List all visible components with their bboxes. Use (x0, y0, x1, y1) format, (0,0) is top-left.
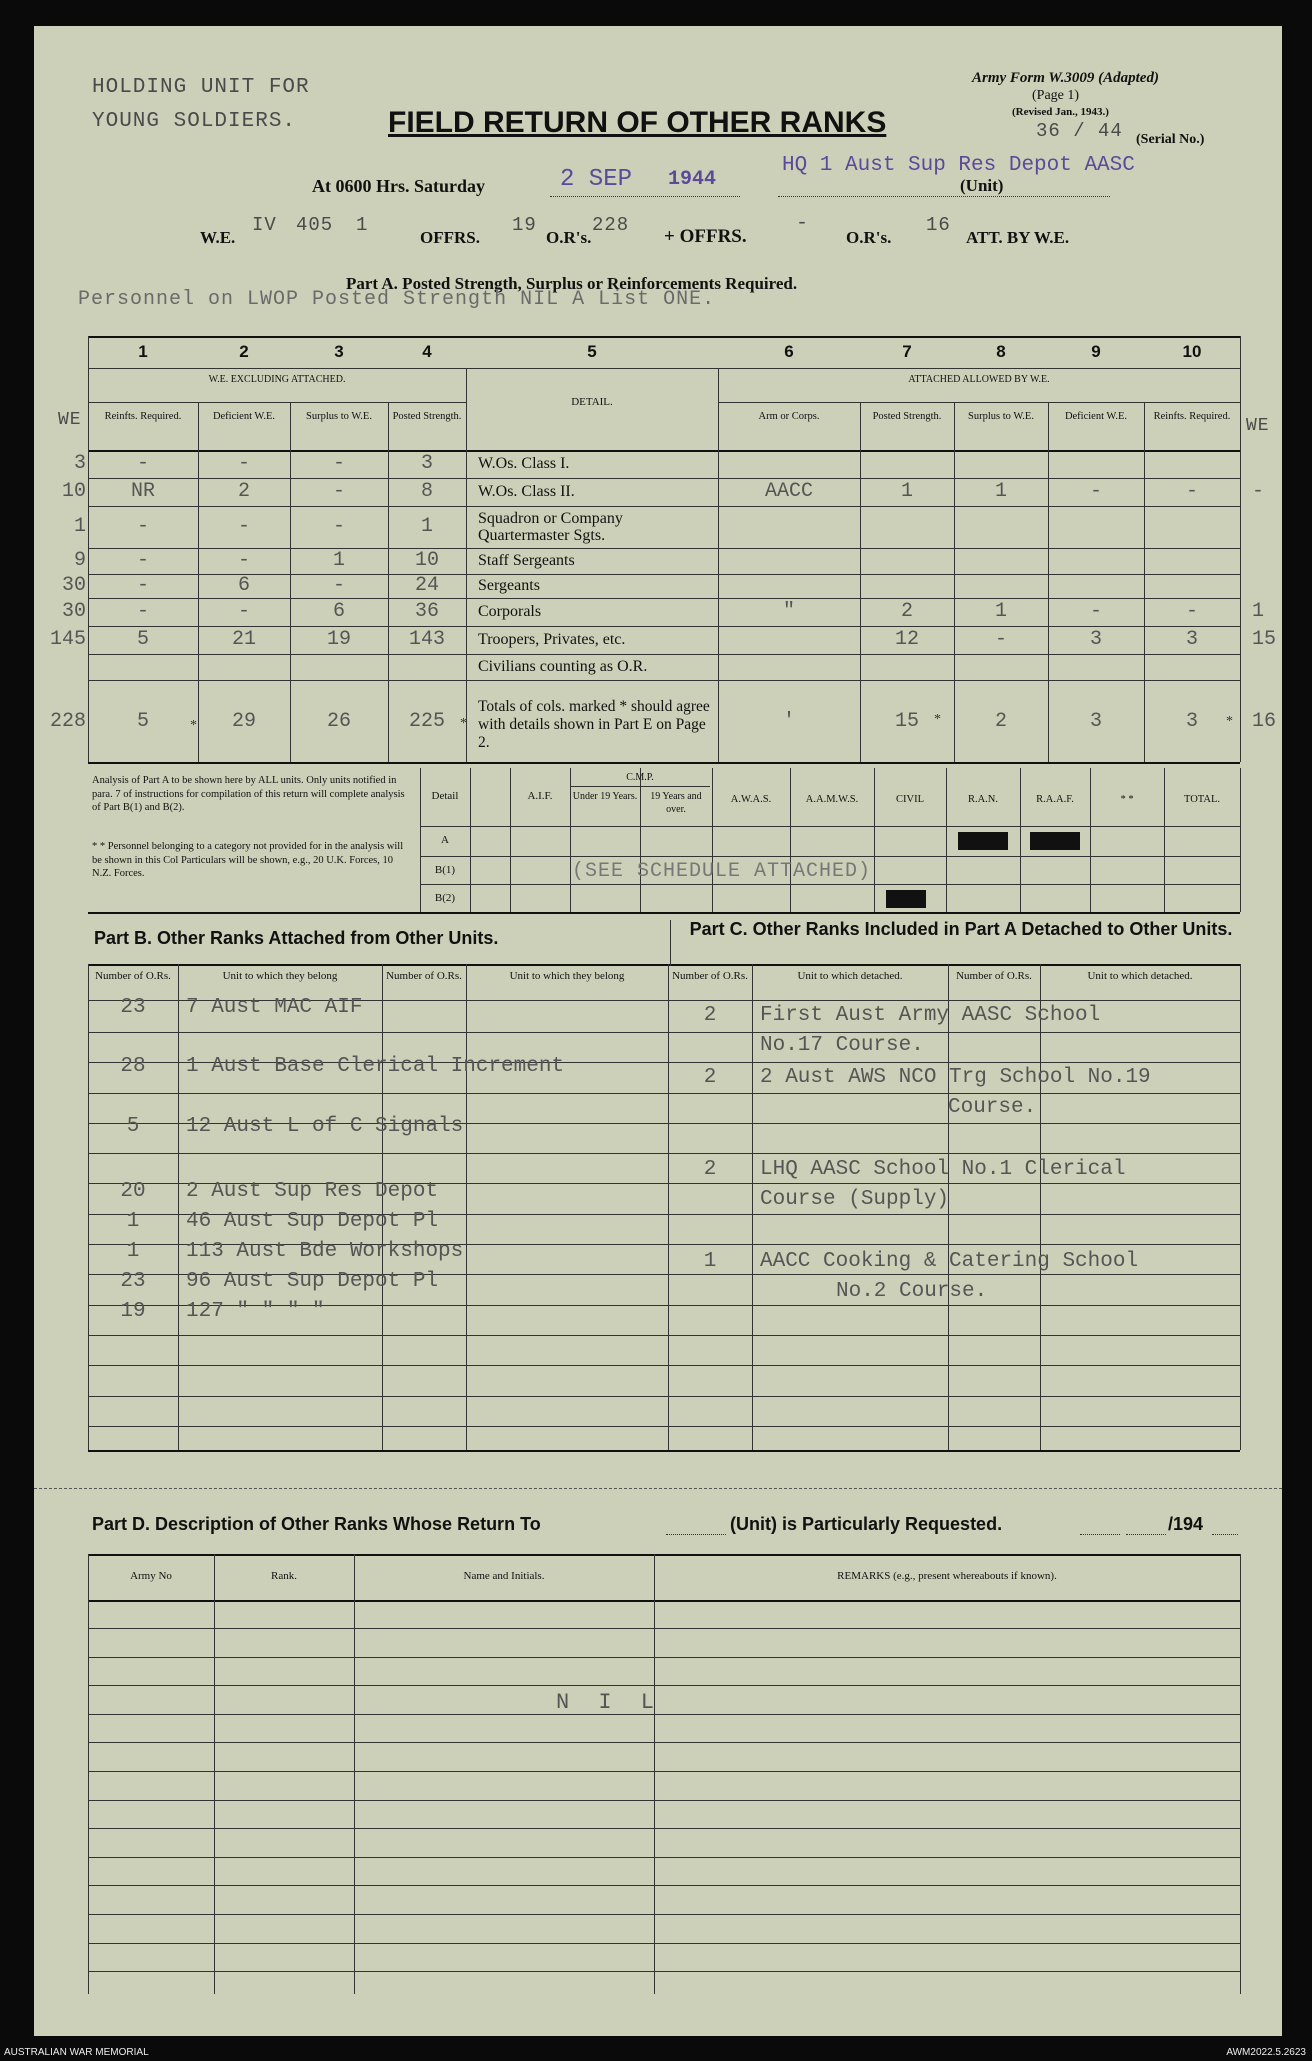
part-b-unit: 113 Aust Bde Workshops (186, 1240, 464, 1263)
detail-header: Detail (431, 790, 459, 802)
part-d-row-rule (88, 1943, 1240, 1944)
we-value: 30 (61, 574, 86, 597)
column-rule (466, 368, 467, 762)
attached-value: 1 (900, 480, 913, 503)
other-header: * * (1120, 794, 1134, 805)
at-hours-line: At 0600 Hrs. Saturday (312, 176, 486, 196)
part-d-row-rule (88, 1885, 1240, 1886)
part-b-unit: 7 Aust MAC AIF (186, 996, 363, 1019)
we-right-total: 16 (1252, 710, 1277, 733)
nil-entry: N I L (556, 1690, 663, 1715)
strength-value: - (332, 452, 345, 475)
page-number: (Page 1) (1032, 88, 1080, 103)
att-offrs-value: - (796, 212, 810, 235)
column-number: 3 (334, 342, 344, 361)
footer-right: AWM2022.5.2623 (1226, 2047, 1306, 2058)
part-d-column-rule (354, 1554, 355, 1994)
part-d-header: REMARKS (e.g., present whereabouts if known). (837, 1570, 1057, 1582)
part-b-count: 1 (126, 1240, 140, 1263)
aif-header: A.I.F. (527, 790, 553, 802)
date-fill-line (1126, 1534, 1166, 1535)
we-value: 1 (73, 515, 86, 538)
ran-header: R.A.N. (967, 794, 999, 805)
we-value: 10 (61, 480, 86, 503)
part-bc-bottom-rule (88, 1450, 1240, 1452)
civil-header: CIVIL (896, 794, 924, 805)
part-d-title-mid: (Unit) is Particularly Requested. (730, 1514, 1003, 1534)
strength-value: - (237, 515, 250, 538)
part-d-row-rule (88, 1628, 1240, 1629)
part-d-row-rule (88, 1800, 1240, 1801)
sub-header: Arm or Corps. (758, 411, 820, 422)
strength-value: - (136, 549, 149, 572)
attached-value: 1 (994, 480, 1007, 503)
offrs-label: OFFRS. (420, 228, 480, 247)
ors-value: 228 (592, 214, 630, 236)
part-c-header: Number of O.Rs. (672, 970, 748, 982)
part-bc-row-rule (88, 1396, 1240, 1397)
part-d-column-rule (214, 1554, 215, 1994)
over-19-header: 19 Years and over. (650, 791, 702, 815)
column-rule (1240, 336, 1241, 762)
analysis-column-rule (570, 768, 571, 912)
attached-value: - (1185, 600, 1198, 623)
part-c-unit: First Aust Army AASC School (760, 1004, 1101, 1027)
total-header: TOTAL. (1183, 794, 1220, 805)
star-mark: * (190, 718, 197, 733)
detail-label: Staff Sergeants (478, 552, 575, 569)
att-ors-value: 16 (926, 214, 951, 236)
column-rule (860, 402, 861, 762)
part-d-row-rule (88, 1742, 1240, 1743)
sub-header-rule (88, 402, 466, 403)
form-sheet (34, 26, 1282, 2036)
part-b-unit: 46 Aust Sup Depot Pl (186, 1210, 439, 1233)
attached-value: 3 (1185, 628, 1198, 651)
strength-value: 8 (420, 480, 433, 503)
part-bc-column-rule (1240, 964, 1241, 1450)
row-rule (88, 506, 1240, 507)
part-d-header: Army No (130, 1570, 172, 1582)
part-c-count: 2 (703, 1158, 717, 1181)
arm-corps-value: " (782, 600, 795, 623)
year-fill-line (1212, 1534, 1238, 1535)
part-c-unit: AACC Cooking & Catering School (760, 1250, 1139, 1273)
analysis-column-rule (1164, 768, 1165, 912)
attached-value: 3 (1089, 628, 1102, 651)
sub-header-rule (718, 402, 1240, 403)
we-value: 3 (73, 452, 86, 475)
part-d-top-rule (88, 1554, 1240, 1556)
part-b-header: Number of O.Rs. (95, 970, 171, 982)
strength-value: - (237, 600, 250, 623)
attached-header: ATTACHED ALLOWED BY W.E. (908, 374, 1050, 385)
column-number: 8 (996, 342, 1006, 361)
part-c-header: Unit to which detached. (797, 970, 903, 982)
footer-left: AUSTRALIAN WAR MEMORIAL (4, 2047, 149, 2058)
part-bc-row-rule (88, 1365, 1240, 1366)
part-c-unit-cont: Course (Supply) (760, 1188, 950, 1211)
analysis-column-rule (946, 768, 947, 912)
column-number: 5 (587, 342, 597, 361)
analysis-row-label: A (441, 834, 449, 846)
part-bc-column-rule (466, 964, 467, 1450)
part-b-count: 1 (126, 1210, 140, 1233)
strength-value: 10 (414, 549, 439, 572)
unit-stamp: HQ 1 Aust Sup Res Depot AASC (782, 154, 1135, 177)
attached-value: - (1089, 600, 1102, 623)
attached-value: 2 (900, 600, 913, 623)
cmp-header: C.M.P. (626, 772, 654, 783)
strength-value: 1 (332, 549, 345, 572)
redaction-block (886, 890, 926, 908)
part-bc-column-rule (382, 964, 383, 1450)
analysis-row-label: B(1) (434, 864, 456, 876)
totals-note: Totals of cols. marked * should agree with details shown in Part E on Page 2. (478, 698, 710, 751)
strength-value: - (332, 480, 345, 503)
part-b-count: 23 (120, 1270, 146, 1293)
part-a-title: Part A. Posted Strength, Surplus or Reinforcements Required. (346, 274, 798, 293)
strength-value: NR (130, 480, 155, 503)
detail-label: W.Os. Class II. (478, 483, 575, 500)
we-right-value: 15 (1252, 628, 1277, 651)
cmp-split-rule (640, 786, 641, 912)
part-bc-row-rule (88, 1093, 1240, 1094)
attached-total: 2 (994, 710, 1007, 733)
row-rule (88, 598, 1240, 599)
part-b-count: 20 (120, 1180, 146, 1203)
strength-value: 5 (136, 628, 149, 651)
part-c-unit: 2 Aust AWS NCO Trg School No.19 (760, 1066, 1151, 1089)
part-b-unit: 127 " " " " (186, 1300, 325, 1323)
awas-header: A.W.A.S. (730, 794, 772, 805)
total-value: 26 (326, 710, 351, 733)
part-c-header: Number of O.Rs. (956, 970, 1032, 982)
sub-header: Surplus to W.E. (968, 411, 1034, 422)
date-underline (550, 196, 740, 197)
arm-corps-value: AACC (764, 480, 813, 503)
detail-label: Civilians counting as O.R. (478, 658, 648, 675)
part-bc-column-rule (1040, 964, 1041, 1450)
strength-value: 6 (237, 574, 250, 597)
redaction-block (1030, 832, 1080, 850)
part-d-column-rule (654, 1554, 655, 1994)
part-b-count: 23 (120, 996, 146, 1019)
we-value: 30 (61, 600, 86, 623)
we-value: 145 (49, 628, 86, 651)
serial-label: (Serial No.) (1136, 132, 1205, 147)
army-form-number: Army Form W.3009 (Adapted) (972, 70, 1159, 86)
part-d-row-rule (88, 1857, 1240, 1858)
part-a-top-rule (88, 336, 1240, 338)
total-value: 29 (231, 710, 256, 733)
unit-underline (778, 196, 1110, 197)
part-b-unit: 1 Aust Base Clerical Increment (186, 1055, 565, 1078)
column-number-rule (88, 368, 1240, 369)
strength-value: 3 (420, 452, 433, 475)
strength-value: 2 (237, 480, 250, 503)
analysis-row-rule (420, 884, 1240, 885)
aamws-header: A.A.M.W.S. (805, 794, 859, 805)
strength-value: - (136, 574, 149, 597)
column-number: 10 (1182, 342, 1202, 361)
row-rule (88, 654, 1240, 655)
serial-number: 36 / 44 (1036, 120, 1123, 142)
att-by-we-label: ATT. BY W.E. (966, 228, 1070, 247)
year-stamp: 1944 (668, 168, 717, 191)
form-title: FIELD RETURN OF OTHER RANKS (388, 106, 887, 139)
date-stamp: 2 SEP (560, 166, 633, 193)
part-bc-row-rule (88, 1426, 1240, 1427)
analysis-column-rule (790, 768, 791, 912)
column-number: 7 (902, 342, 912, 361)
part-bc-column-rule (752, 964, 753, 1450)
analysis-row-rule (420, 826, 1240, 827)
analysis-row-rule (420, 856, 1240, 857)
column-number: 2 (239, 342, 249, 361)
star-mark: * (934, 712, 941, 727)
strength-value: - (136, 600, 149, 623)
row-rule (88, 478, 1240, 479)
perforation-line (34, 1488, 1282, 1489)
we-excluding-header: W.E. EXCLUDING ATTACHED. (208, 374, 346, 385)
analysis-row-label: B(2) (434, 892, 456, 904)
part-b-title: Part B. Other Ranks Attached from Other Units. (94, 928, 499, 948)
column-rule (718, 368, 719, 762)
date-fill-line (1080, 1534, 1120, 1535)
part-c-count: 2 (703, 1004, 717, 1027)
sub-header: Reinfts. Required. (104, 411, 182, 422)
part-b-unit: 96 Aust Sup Depot Pl (186, 1270, 439, 1293)
plus-offrs-label: + OFFRS. (664, 226, 747, 247)
part-bc-row-rule (88, 1032, 1240, 1033)
part-d-row-rule (88, 1971, 1240, 1972)
strength-value: 24 (414, 574, 439, 597)
part-b-header: Unit to which they belong (509, 970, 625, 982)
totals-bottom-rule (88, 762, 1240, 764)
part-d-column-rule (1240, 1554, 1241, 1994)
strength-value: - (237, 549, 250, 572)
part-c-unit-cont: No.2 Course. (836, 1280, 988, 1303)
part-b-unit: 2 Aust Sup Res Depot (186, 1180, 439, 1203)
lwop-note: Personnel on LWOP Posted Strength NIL A List ONE. (78, 288, 716, 311)
analysis-column-rule (874, 768, 875, 912)
part-bc-divider (670, 920, 671, 966)
part-c-count: 2 (703, 1066, 717, 1089)
row-rule (88, 680, 1240, 681)
raaf-header: R.A.A.F. (1036, 794, 1074, 805)
part-c-unit-cont: No.17 Course. (760, 1034, 924, 1057)
we-value-1: IV (252, 214, 277, 236)
revised-date: (Revised Jan., 1943.) (1012, 106, 1109, 118)
part-d-header: Rank. (271, 1570, 297, 1582)
strength-value: 19 (326, 628, 351, 651)
part-bc-row-rule (88, 1153, 1240, 1154)
we-right-value: - (1252, 480, 1265, 503)
strength-value: - (136, 515, 149, 538)
column-number: 6 (784, 342, 794, 361)
part-d-row-rule (88, 1657, 1240, 1658)
part-d-header-rule (88, 1600, 1240, 1602)
strength-value: - (237, 452, 250, 475)
we-value: 9 (73, 549, 86, 572)
we-right-label: WE (1246, 416, 1270, 436)
analysis-column-rule (712, 768, 713, 912)
strength-value: - (332, 574, 345, 597)
analysis-column-rule (1020, 768, 1021, 912)
part-bc-column-rule (88, 964, 89, 1450)
strength-value: 21 (231, 628, 256, 651)
detail-label: Corporals (478, 603, 542, 620)
we-total: 228 (49, 710, 86, 733)
column-number: 1 (138, 342, 148, 361)
part-d-row-rule (88, 1771, 1240, 1772)
attached-value: - (1089, 480, 1102, 503)
column-rule (954, 402, 955, 762)
analysis-note-2: * * Personnel belonging to a category not provided for in the analysis will be shown in this Col Particulars will be shown, e.g., 20 U.K. Forces, 10 N.Z. Forces. (92, 841, 404, 879)
ors-label: O.R's. (546, 228, 592, 247)
strength-value: 6 (332, 600, 345, 623)
part-b-header: Number of O.Rs. (386, 970, 462, 982)
strength-value: - (332, 515, 345, 538)
we-value-3: 1 (356, 214, 369, 236)
column-rule (1048, 402, 1049, 762)
strength-value: - (136, 452, 149, 475)
star-mark: * (460, 716, 467, 731)
part-c-title: Part C. Other Ranks Included in Part A Detached to Other Units. (689, 919, 1233, 939)
part-b-unit: 12 Aust L of C Signals (186, 1115, 464, 1138)
detail-header: DETAIL. (571, 396, 613, 408)
attached-value: - (994, 628, 1007, 651)
part-d-title-end: /194 (1168, 1514, 1204, 1534)
detail-label: Squadron or Company Quartermaster Sgts. (478, 510, 623, 544)
arm-total: ' (782, 710, 795, 733)
row-rule (88, 626, 1240, 627)
part-bc-row-rule (88, 1335, 1240, 1336)
analysis-column-rule (1240, 768, 1241, 912)
attached-total: 3 (1089, 710, 1102, 733)
attached-value: - (1185, 480, 1198, 503)
part-c-header: Unit to which detached. (1087, 970, 1193, 982)
redaction-block (958, 832, 1008, 850)
part-bc-top-rule (88, 964, 1240, 966)
attached-value: 1 (994, 600, 1007, 623)
part-b-count: 5 (126, 1115, 140, 1138)
part-b-count: 28 (120, 1055, 146, 1078)
part-c-count: 1 (703, 1250, 717, 1273)
unit-label: (Unit) (960, 176, 1004, 195)
part-d-row-rule (88, 1685, 1240, 1686)
part-b-header: Unit to which they belong (222, 970, 338, 982)
total-value: 225 (408, 710, 445, 733)
part-d-row-rule (88, 1714, 1240, 1715)
sub-header: Deficient W.E. (1064, 411, 1128, 422)
part-c-unit: LHQ AASC School No.1 Clerical (760, 1158, 1126, 1181)
part-d-row-rule (88, 1828, 1240, 1829)
strength-value: 143 (408, 628, 445, 651)
analysis-column-rule (470, 768, 471, 912)
analysis-note-1: Analysis of Part A to be shown here by ALL units. Only units notified in para. 7 of instructions for compilation of this return will complete analysis of Part B(1) and B(2). (92, 775, 405, 813)
strength-value: 1 (420, 515, 433, 538)
column-number: 4 (422, 342, 432, 361)
detail-label: Sergeants (478, 577, 540, 594)
detail-label: W.Os. Class I. (478, 455, 570, 472)
strength-value: 36 (414, 600, 439, 623)
analysis-bottom-rule (88, 912, 1240, 914)
unit-fill-line (666, 1534, 726, 1535)
column-rule (1144, 402, 1145, 762)
we-value-2: 405 (296, 214, 334, 236)
part-d-column-rule (88, 1554, 89, 1994)
column-number: 9 (1091, 342, 1101, 361)
under-19-header: Under 19 Years. (572, 791, 638, 802)
attached-total: 15 (894, 710, 919, 733)
part-bc-column-rule (178, 964, 179, 1450)
detail-label: Troopers, Privates, etc. (478, 631, 626, 648)
sub-header: Posted Strength. (392, 411, 462, 422)
analysis-column-rule (1090, 768, 1091, 912)
sub-header: Reinfts. Required. (1153, 411, 1231, 422)
we-left-label: WE (58, 410, 82, 430)
part-d-header: Name and Initials. (463, 1570, 545, 1582)
part-b-count: 19 (120, 1300, 146, 1323)
we-label: W.E. (200, 228, 236, 247)
holding-unit-line2: YOUNG SOLDIERS. (92, 110, 297, 133)
ors-label-2: O.R's. (846, 228, 892, 247)
holding-unit-line1: HOLDING UNIT FOR (92, 76, 310, 99)
sub-header: Deficient W.E. (212, 411, 276, 422)
schedule-note: (SEE SCHEDULE ATTACHED) (572, 860, 872, 883)
part-d-row-rule (88, 1914, 1240, 1915)
attached-value: 12 (894, 628, 919, 651)
sub-header: Posted Strength. (872, 411, 942, 422)
sub-header: Surplus to W.E. (306, 411, 372, 422)
part-c-unit-cont: Course. (948, 1096, 1037, 1119)
star-mark: * (1226, 714, 1233, 729)
part-d-title: Part D. Description of Other Ranks Whose Return To (92, 1514, 541, 1534)
we-right-value: 1 (1252, 600, 1265, 623)
total-value: 5 (136, 710, 149, 733)
part-bc-column-rule (668, 964, 669, 1450)
attached-total: 3 (1185, 710, 1198, 733)
offrs-value: 19 (512, 214, 537, 236)
